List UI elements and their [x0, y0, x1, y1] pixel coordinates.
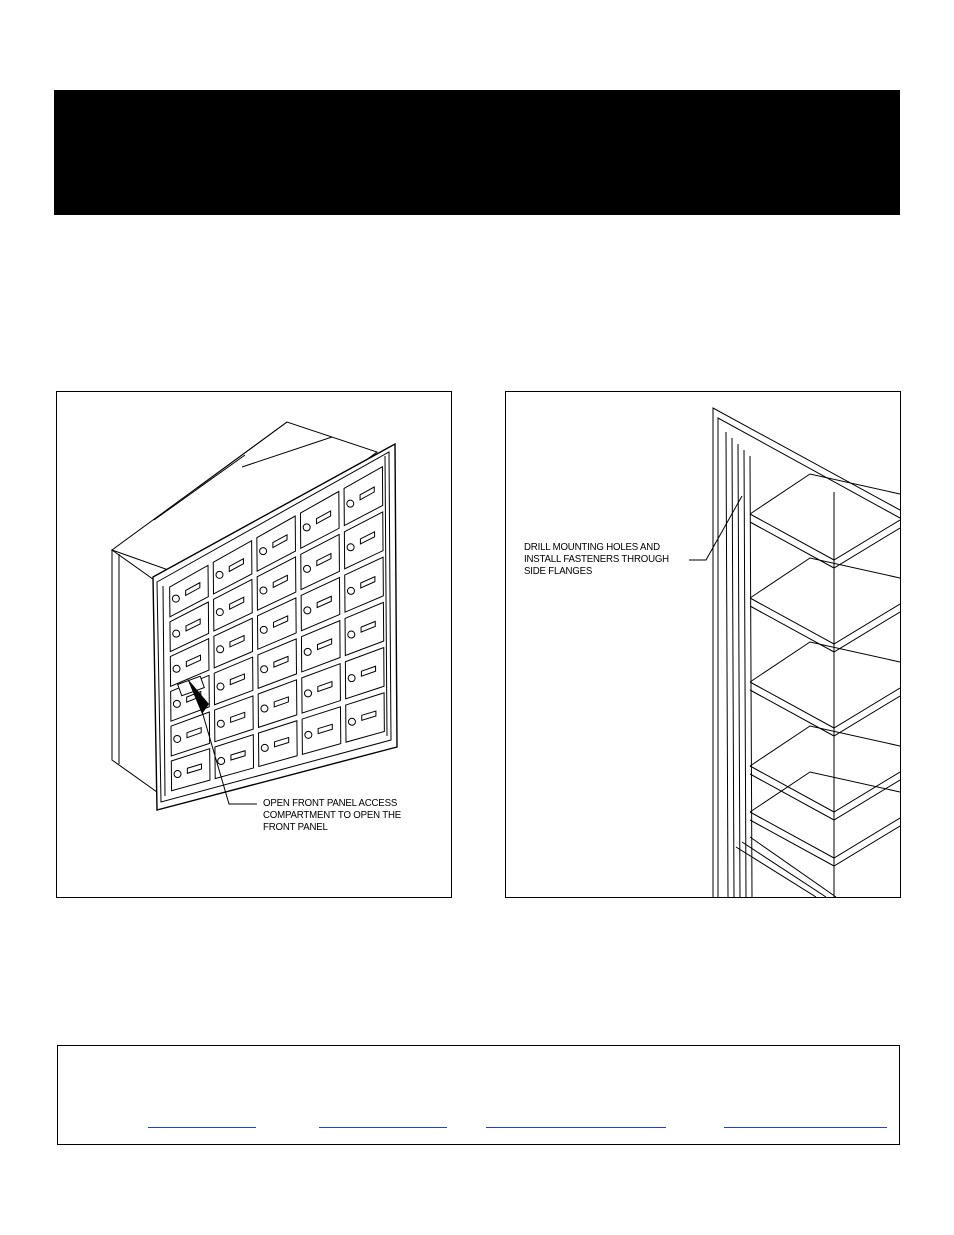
lock-icon: [216, 609, 223, 616]
lock-icon: [173, 665, 180, 672]
lock-icon: [304, 565, 311, 572]
side-flanges-callout: DRILL MOUNTING HOLES AND INSTALL FASTENERS THROUGH SIDE FLANGES: [524, 541, 669, 577]
mailbox-side-drawing: [506, 392, 900, 897]
lock-icon: [261, 705, 268, 712]
lock-icon: [173, 700, 180, 707]
lock-icon: [347, 500, 354, 507]
lock-icon: [172, 595, 179, 602]
lock-icon: [348, 675, 355, 682]
footer-box: [57, 1045, 900, 1145]
lock-icon: [217, 683, 224, 690]
lock-icon: [303, 524, 310, 531]
lock-icon: [260, 548, 267, 555]
shelf-front-edge: [750, 682, 900, 728]
link-underline-1[interactable]: [148, 1127, 256, 1128]
shelf-front-edge: [750, 812, 900, 858]
lock-icon: [261, 666, 268, 673]
shelf-front-edge: [750, 766, 900, 812]
lock-icon: [217, 646, 224, 653]
shelf-top-edge: [750, 726, 900, 766]
figure-mailbox-front: [56, 391, 452, 898]
lock-icon: [304, 607, 311, 614]
link-underline-4[interactable]: [724, 1127, 887, 1128]
lock-icon: [260, 587, 267, 594]
shelf-front-edge: [750, 514, 900, 560]
lock-icon: [174, 735, 181, 742]
lock-icon: [348, 718, 355, 725]
lock-icon: [173, 630, 180, 637]
shelf-front-edge: [750, 820, 900, 866]
figure-mailbox-side: [505, 391, 901, 898]
lock-icon: [174, 771, 181, 778]
front-panel-callout: OPEN FRONT PANEL ACCESS COMPARTMENT TO OPEN THE FRONT PANEL: [263, 797, 402, 833]
shelf-top-edge: [750, 558, 900, 598]
lock-icon: [217, 720, 224, 727]
link-underline-3[interactable]: [486, 1127, 666, 1128]
lock-icon: [260, 626, 267, 633]
lock-icon: [216, 571, 223, 578]
header-banner: [54, 90, 900, 215]
lock-icon: [347, 544, 354, 551]
shelf-top-edge: [750, 474, 900, 514]
lock-icon: [348, 631, 355, 638]
lock-icon: [305, 731, 312, 738]
link-underline-2[interactable]: [319, 1127, 447, 1128]
lock-icon: [261, 744, 268, 751]
lock-icon: [305, 690, 312, 697]
lock-icon: [347, 587, 354, 594]
lock-icon: [304, 648, 311, 655]
shelf-front-edge: [750, 598, 900, 644]
shelf-top-edge: [750, 642, 900, 682]
lock-icon: [218, 757, 225, 764]
